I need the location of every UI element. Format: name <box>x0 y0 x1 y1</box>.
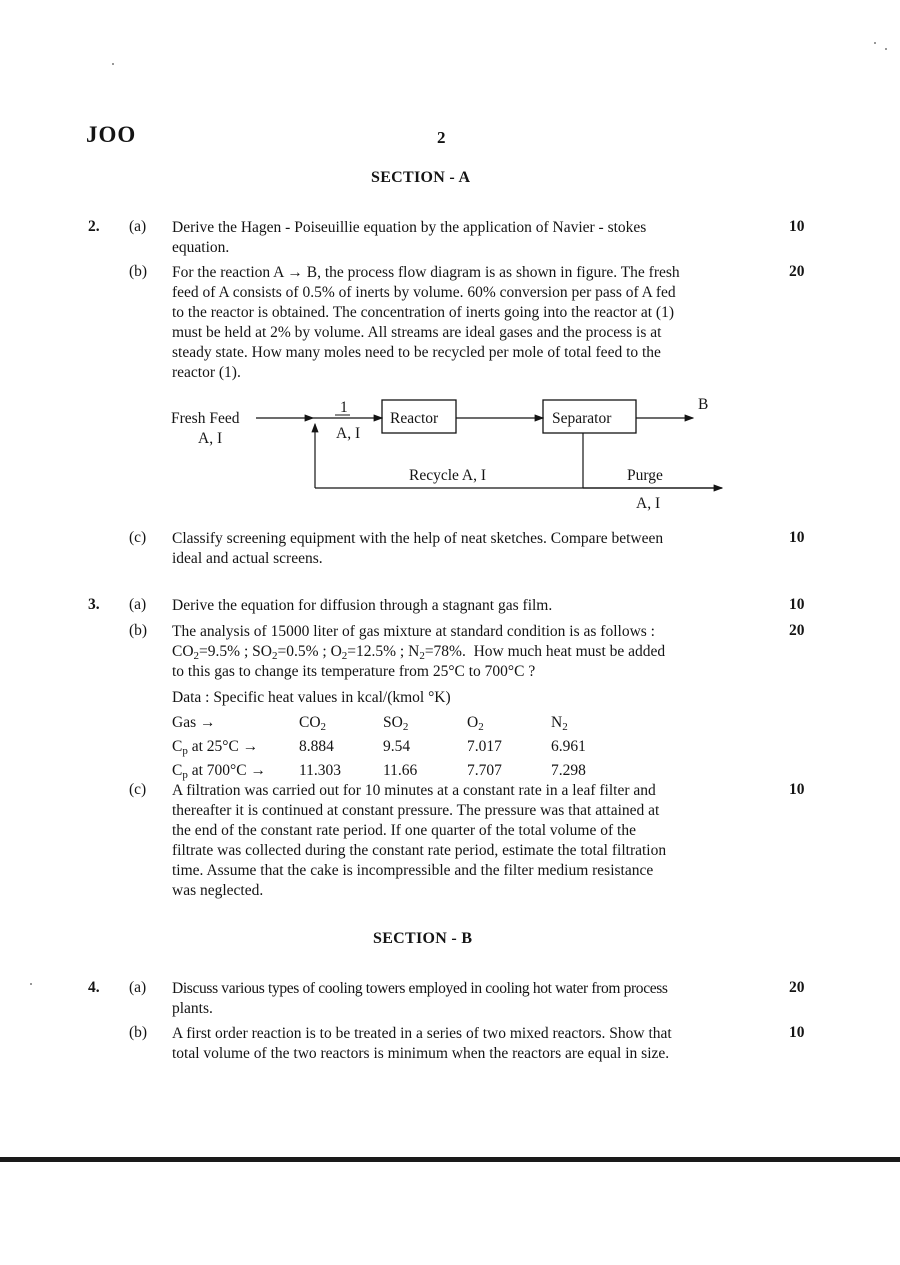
process-flow-diagram <box>150 388 750 518</box>
purge-label: Purge <box>627 467 663 484</box>
question-3a-label: (a) <box>129 596 147 613</box>
question-2c-text <box>172 529 772 569</box>
text-line: plants. <box>172 1000 213 1017</box>
question-2a-label: (a) <box>129 218 147 235</box>
table-cell: $N_2$ <box>551 714 568 733</box>
page-number: 2 <box>437 128 446 147</box>
table-cell: $SO_2$ <box>383 714 409 733</box>
product-label: B <box>698 396 709 413</box>
paper-code: JOO <box>86 122 137 147</box>
text-line: time. Assume that the cake is incompressible and the filter medium resistance <box>172 862 654 879</box>
table-cell: $O_2$ <box>467 714 484 733</box>
table-cell: 9.54 <box>383 738 411 755</box>
table-cell: 7.017 <box>467 738 502 755</box>
scan-speck <box>112 63 114 65</box>
question-3c-marks: 10 <box>789 781 805 798</box>
text-line: total volume of the two reactors is minimum when the reactors are equal in size. <box>172 1045 670 1062</box>
table-header-row <box>172 714 586 738</box>
question-3c-label: (c) <box>129 781 147 798</box>
text-line: was neglected. <box>172 882 264 899</box>
question-4b-marks: 10 <box>789 1024 805 1041</box>
text-line: A filtration was carried out for 10 minutes at a constant rate in a leaf filter and <box>172 782 656 799</box>
table-cell: $CO_2$ <box>299 714 327 733</box>
table-row <box>172 738 586 762</box>
table-cell: $C_p$ at 25°C → <box>172 738 259 757</box>
question-3a-marks: 10 <box>789 596 805 613</box>
text-line: steady state. How many moles need to be recycled per mole of total feed to the <box>172 344 661 361</box>
stream-1-label: 1 <box>340 399 348 416</box>
question-4-number: 4. <box>88 979 100 996</box>
section-b-title: SECTION - B <box>373 930 473 947</box>
text-line: thereafter it is continued at constant pressure. The pressure was that attained at <box>172 802 660 819</box>
scan-border-bar <box>0 1157 900 1162</box>
question-3a-text: Derive the equation for diffusion through a stagnant gas film. <box>172 597 553 614</box>
question-3b-text <box>172 622 772 786</box>
fresh-feed-composition: A, I <box>198 430 223 447</box>
stream-1-composition: A, I <box>336 425 361 442</box>
question-4b-text <box>172 1024 772 1064</box>
question-4b-label: (b) <box>129 1024 148 1041</box>
question-3b-label: (b) <box>129 622 148 639</box>
question-2b-marks: 20 <box>789 263 805 280</box>
text-line: must be held at 2% by volume. All streams are ideal gases and the process is at <box>172 324 662 341</box>
question-2b-label: (b) <box>129 263 148 280</box>
specific-heat-table <box>172 714 586 786</box>
gas-composition-line: $CO_2=9.5\%$ ; $SO_2=0.5\%$ ; $O_2=12.5\%$ ; $N_2=78\%$. How much heat must be added <box>172 643 666 662</box>
text-line: filtrate was collected during the constant rate period, estimate the total filtration <box>172 842 667 859</box>
question-3c-text <box>172 781 772 901</box>
question-2a-text <box>172 218 772 258</box>
question-2c-label: (c) <box>129 529 147 546</box>
table-cell: 11.303 <box>299 762 342 779</box>
question-3-number: 3. <box>88 596 100 613</box>
text-line: the end of the constant rate period. If one quarter of the total volume of the <box>172 822 636 839</box>
text-line: For the reaction A → B, the process flow diagram is as shown in figure. The fresh <box>172 264 680 281</box>
question-4a-marks: 20 <box>789 979 805 996</box>
separator-label: Separator <box>552 410 612 427</box>
question-2b-text <box>172 263 772 383</box>
question-2c-marks: 10 <box>789 529 805 546</box>
text-line: The analysis of 15000 liter of gas mixture at standard condition is as follows : <box>172 623 655 640</box>
section-a-title: SECTION - A <box>371 169 471 186</box>
data-caption: Data : Specific heat values in kcal/(kmol °K) <box>172 689 451 706</box>
text-line: feed of A consists of 0.5% of inerts by volume. 60% conversion per pass of A fed <box>172 284 676 301</box>
question-4a-label: (a) <box>129 979 147 996</box>
table-cell: $C_p$ at 700°C → <box>172 762 266 781</box>
text-line: Classify screening equipment with the help of neat sketches. Compare between <box>172 530 664 547</box>
text-line: Discuss various types of cooling towers employed in cooling hot water from process <box>172 980 668 997</box>
question-2a-marks: 10 <box>789 218 805 235</box>
scan-speck <box>30 983 32 985</box>
question-3b-marks: 20 <box>789 622 805 639</box>
question-2-number: 2. <box>88 218 100 235</box>
scan-speck <box>885 48 887 50</box>
question-4a-text <box>172 979 772 1019</box>
recycle-label: Recycle A, I <box>409 467 487 484</box>
text-line: to the reactor is obtained. The concentration of inerts going into the reactor at (1) <box>172 304 674 321</box>
table-cell: 11.66 <box>383 762 418 779</box>
table-cell: 7.298 <box>551 762 586 779</box>
scan-speck <box>874 42 876 44</box>
text-line: Derive the Hagen - Poiseuillie equation by the application of Navier - stokes <box>172 219 647 236</box>
table-cell: 7.707 <box>467 762 502 779</box>
text-line: to this gas to change its temperature from 25°C to 700°C ? <box>172 663 536 680</box>
table-cell: 6.961 <box>551 738 586 755</box>
text-line: equation. <box>172 239 230 256</box>
purge-composition: A, I <box>636 495 661 512</box>
table-cell: Gas → <box>172 714 216 731</box>
reactor-label: Reactor <box>390 410 439 427</box>
text-line: ideal and actual screens. <box>172 550 323 567</box>
text-line: reactor (1). <box>172 364 241 381</box>
table-cell: 8.884 <box>299 738 334 755</box>
fresh-feed-label: Fresh Feed <box>171 410 240 427</box>
text-line: A first order reaction is to be treated in a series of two mixed reactors. Show that <box>172 1025 672 1042</box>
